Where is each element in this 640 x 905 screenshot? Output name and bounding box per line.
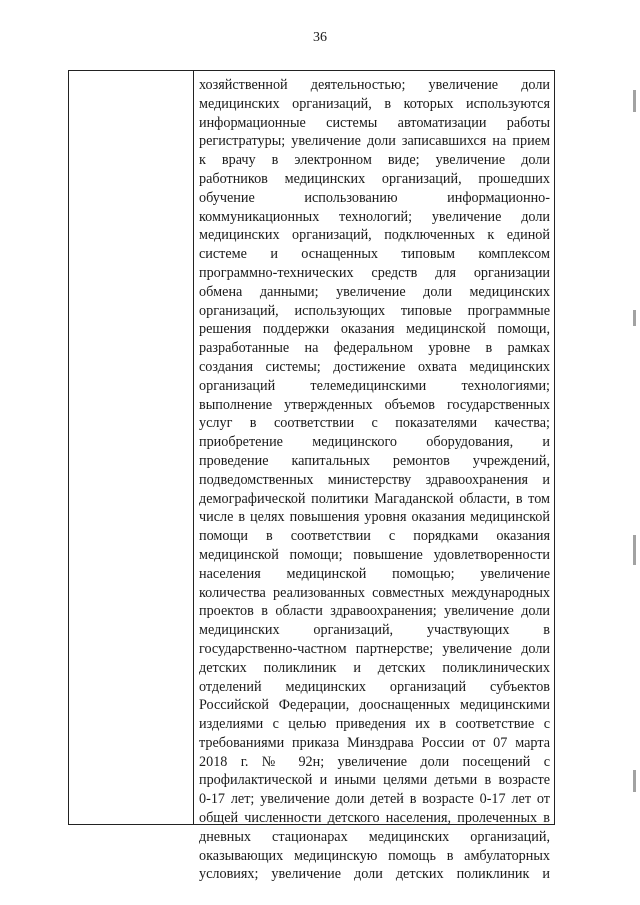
- text-line: проведение капитальных ремонтов учреждений,: [199, 452, 550, 469]
- text-line: программно-технических средств для организации: [199, 264, 550, 281]
- text-line: отделений медицинских организаций субъектов: [199, 678, 550, 695]
- text-line: приобретение медицинского оборудования, и: [199, 434, 550, 451]
- text-line: проектов в области здравоохранения; увеличение доли: [199, 603, 550, 620]
- text-line: медицинской помощи; повышение удовлетворенности: [199, 546, 550, 563]
- text-line: системе и оснащенных типовым комплексом: [199, 246, 550, 263]
- text-line: обучение использованию информационно-: [199, 189, 550, 206]
- scan-mark: [633, 310, 636, 326]
- text-line: требованиями приказа Минздрава России от 07 марта: [199, 734, 550, 751]
- text-line: 0-17 лет; увеличение доли детей в возрасте 0-17 лет от: [199, 791, 550, 808]
- text-line: хозяйственной деятельностью; увеличение доли: [199, 77, 550, 93]
- text-line: изделиями с целью приведения их в соответствие с: [199, 716, 550, 733]
- scan-mark: [633, 770, 636, 792]
- text-line: населения медицинской помощью; увеличение: [199, 565, 550, 582]
- text-line: детских поликлиник и детских поликлинических: [199, 659, 550, 676]
- text-line: государственно-частном партнерстве; увеличение доли: [199, 640, 550, 657]
- text-line: решения поддержки оказания медицинской помощи,: [199, 321, 550, 338]
- text-line: информационные системы автоматизации работы: [199, 114, 550, 131]
- scan-mark: [633, 535, 636, 565]
- text-line: 2018 г. № 92н; увеличение доли посещений с: [199, 753, 550, 770]
- text-line: регистратуры; увеличение доли записавшихся на прием: [199, 133, 550, 150]
- text-line: медицинских организаций, в которых используются: [199, 95, 550, 112]
- text-line: услуг в соответствии с показателями качества;: [199, 415, 550, 432]
- text-line: медицинских организаций, участвующих в: [199, 622, 550, 639]
- text-line: количества реализованных совместных международных: [199, 584, 550, 601]
- text-line: подведомственных министерству здравоохранения и: [199, 471, 550, 488]
- text-line: числе в целях повышения уровня оказания медицинской: [199, 509, 550, 526]
- table-left-cell: [69, 71, 194, 824]
- scan-edge-marks: [632, 0, 636, 905]
- table-text-cell: [194, 71, 554, 883]
- text-line: организаций телемедицинскими технологиями;: [199, 377, 550, 394]
- text-line: Российской Федерации, дооснащенных медицинскими: [199, 697, 550, 714]
- text-line: обмена данными; увеличение доли медицинских: [199, 283, 550, 300]
- text-line: общей численности детского населения, пролеченных в: [199, 810, 550, 827]
- text-line: демографической политики Магаданской области, в том: [199, 490, 550, 507]
- text-line: к врачу в электронном виде; увеличение доли: [199, 152, 550, 169]
- text-line: коммуникационных технологий; увеличение доли: [199, 208, 550, 225]
- text-line: организаций, использующих типовые программные: [199, 302, 550, 319]
- text-line: оказывающих медицинскую помощь в амбулаторных: [199, 847, 550, 864]
- text-line: профилактической и иными целями детьми в возрасте: [199, 772, 550, 789]
- document-table: [68, 70, 555, 883]
- scan-mark: [633, 90, 636, 112]
- text-line: медицинских организаций, подключенных к единой: [199, 227, 550, 244]
- text-line: условиях; увеличение доли детских поликлиник и: [199, 866, 550, 883]
- text-line: дневных стационарах медицинских организаций,: [199, 828, 550, 845]
- text-line: работников медицинских организаций, прошедших: [199, 170, 550, 187]
- text-line: разработанные на федеральном уровне в рамках: [199, 340, 550, 357]
- page-number: 36: [313, 30, 327, 45]
- text-line: создания системы; достижение охвата медицинских: [199, 358, 550, 375]
- text-line: помощи в соответствии с порядками оказания: [199, 528, 550, 545]
- text-line: выполнение утвержденных объемов государственных: [199, 396, 550, 413]
